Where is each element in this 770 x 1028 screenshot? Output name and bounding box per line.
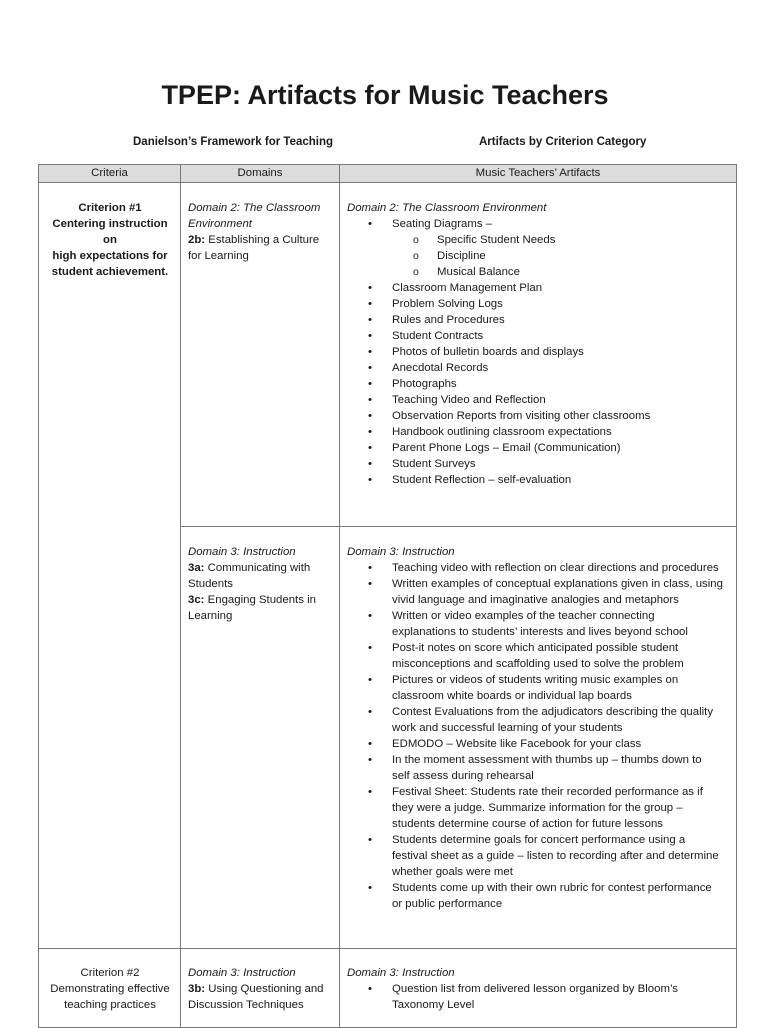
component-code: 3a: — [188, 562, 205, 574]
list-item — [347, 360, 732, 376]
artifact-line: students determine course of action for future lessons — [392, 818, 663, 830]
artifact-line: they were a judge. Summarize information for the group – — [392, 802, 683, 814]
list-item — [347, 784, 732, 832]
artifact-line: classroom white boards or individual lap boards — [392, 690, 632, 702]
criterion-line: Criterion #2 — [80, 967, 140, 979]
criterion-line: Criterion #1 — [78, 202, 142, 214]
artifact-line: • Student Contracts — [392, 330, 484, 342]
artifact-line: • Students determine goals for concert performance using a — [392, 834, 686, 846]
artifact-line: misconceptions and scaffolding used to solve the problem — [392, 658, 684, 670]
list-item — [347, 392, 732, 408]
artifact-line: • Students come up with their own rubric for contest performance — [392, 882, 712, 894]
list-item — [347, 424, 732, 440]
artifact-sublist — [392, 232, 732, 280]
list-item — [347, 376, 732, 392]
artifact-domain-title: Domain 3: Instruction — [347, 546, 455, 558]
artifacts-subheading: Artifacts by Criterion Category — [479, 136, 647, 148]
artifact-line: or public performance — [392, 898, 503, 910]
artifact-line: • Teaching Video and Reflection — [392, 394, 546, 406]
framework-subheading: Danielson’s Framework for Teaching — [133, 136, 334, 148]
document-title: TPEP: Artifacts for Music Teachers — [161, 80, 609, 110]
domain-cell — [181, 949, 340, 1028]
artifact-line: • Contest Evaluations from the adjudicators describing the quality — [392, 706, 714, 718]
artifact-line: • Photos of bulletin boards and displays — [392, 346, 584, 358]
criterion-line: Demonstrating effective — [50, 983, 170, 995]
list-item — [347, 832, 732, 880]
sub-list-item: o Musical Balance — [392, 264, 732, 280]
component-text: Communicating with — [207, 562, 311, 574]
artifact-line: • Student Reflection – self-evaluation — [392, 474, 572, 486]
artifact-line: whether goals were met — [392, 866, 513, 878]
artifact-line: • Parent Phone Logs – Email (Communication) — [392, 442, 621, 454]
artifact-line: Taxonomy Level — [392, 999, 475, 1011]
artifact-list — [347, 560, 732, 912]
domain-component-line — [188, 232, 334, 248]
artifact-line: • EDMODO – Website like Facebook for your class — [392, 738, 642, 750]
list-item — [347, 736, 732, 752]
list-item — [347, 280, 732, 296]
artifact-line: • Classroom Management Plan — [392, 282, 543, 294]
component-code: 3c: — [188, 594, 205, 606]
artifact-line: festival sheet as a guide – listen to recording after and determine — [392, 850, 719, 862]
artifact-line: • Problem Solving Logs — [392, 298, 503, 310]
component-text: Discussion Techniques — [188, 999, 304, 1011]
artifact-list — [347, 216, 732, 488]
list-item — [347, 704, 732, 736]
list-item — [347, 296, 732, 312]
artifacts-table — [38, 164, 737, 1028]
list-item — [347, 880, 732, 912]
criterion-cell — [39, 183, 181, 949]
domain-title-line: Domain 2: The Classroom — [188, 202, 321, 214]
component-code: 2b: — [188, 234, 206, 246]
component-code: 3b: — [188, 983, 206, 995]
component-text: Learning — [188, 610, 233, 622]
artifact-line: • Question list from delivered lesson organized by Bloom’s — [392, 983, 678, 995]
domain-cell — [181, 527, 340, 949]
list-item — [347, 344, 732, 360]
artifact-line: • Observation Reports from visiting other classrooms — [392, 410, 651, 422]
artifact-line: • In the moment assessment with thumbs up – thumbs down to — [392, 754, 702, 766]
artifact-line: • Teaching video with reflection on clear directions and procedures — [392, 562, 719, 574]
sub-list-item: o Specific Student Needs — [392, 232, 732, 248]
artifact-line: • Written or video examples of the teacher connecting — [392, 610, 655, 622]
domain-component-line — [188, 576, 334, 592]
component-text: Engaging Students in — [207, 594, 316, 606]
artifact-line: • Handbook outlining classroom expectations — [392, 426, 612, 438]
criterion-cell — [39, 949, 181, 1028]
domain-component-line — [188, 997, 334, 1013]
domain-component-line — [188, 592, 334, 608]
list-item — [347, 472, 732, 488]
artifact-line: • Seating Diagrams – — [392, 218, 493, 230]
artifact-line: • Post-it notes on score which anticipated possible student — [392, 642, 679, 654]
artifact-line: • Photographs — [392, 378, 457, 390]
component-text: Using Questioning and — [208, 983, 324, 995]
list-item — [347, 640, 732, 672]
list-item — [347, 312, 732, 328]
domain-component-line — [188, 608, 334, 624]
domain-component-line — [188, 981, 334, 997]
domain-title-line: Domain 3: Instruction — [188, 546, 296, 558]
list-item — [347, 328, 732, 344]
domain-cell — [181, 183, 340, 527]
criterion-line: teaching practices — [64, 999, 156, 1011]
artifact-line: • Anecdotal Records — [392, 362, 489, 374]
list-item — [347, 608, 732, 640]
artifact-domain-title: Domain 2: The Classroom Environment — [347, 202, 547, 214]
artifact-line: self assess during rehearsal — [392, 770, 534, 782]
list-item — [347, 440, 732, 456]
component-text: for Learning — [188, 250, 249, 262]
artifact-cell — [340, 183, 737, 527]
column-header-criteria: Criteria — [39, 165, 181, 183]
artifact-line: work and successful learning of your students — [392, 722, 623, 734]
list-item — [347, 672, 732, 704]
column-header-artifacts: Music Teachers’ Artifacts — [340, 165, 737, 183]
table-row — [39, 949, 737, 1028]
list-item — [347, 456, 732, 472]
artifact-line: • Festival Sheet: Students rate their recorded performance as if — [392, 786, 703, 798]
list-item — [347, 576, 732, 608]
domain-component-line — [188, 248, 334, 264]
artifact-cell — [340, 949, 737, 1028]
criterion-line: high expectations for — [52, 250, 168, 262]
artifact-line: vivid language and imaginative analogies and metaphors — [392, 594, 679, 606]
artifact-line: • Student Surveys — [392, 458, 476, 470]
table-header-row — [39, 165, 737, 183]
domain-title-line: Environment — [188, 218, 252, 230]
artifact-list — [347, 981, 732, 1013]
artifact-line: • Written examples of conceptual explanations given in class, using — [392, 578, 723, 590]
criterion-line: student achievement. — [51, 266, 169, 278]
component-text: Students — [188, 578, 233, 590]
artifact-line: • Pictures or videos of students writing music examples on — [392, 674, 679, 686]
list-item — [347, 216, 732, 280]
table-row — [39, 183, 737, 527]
artifact-line: explanations to students’ interests and lives beyond school — [392, 626, 688, 638]
sub-list-item: o Discipline — [392, 248, 732, 264]
list-item — [347, 981, 732, 1013]
domain-component-line — [188, 560, 334, 576]
list-item — [347, 408, 732, 424]
domain-title-line: Domain 3: Instruction — [188, 967, 296, 979]
list-item — [347, 752, 732, 784]
artifact-line: • Rules and Procedures — [392, 314, 505, 326]
component-text: Establishing a Culture — [208, 234, 320, 246]
column-header-domains: Domains — [181, 165, 340, 183]
artifact-domain-title: Domain 3: Instruction — [347, 967, 455, 979]
criterion-line: Centering instruction on — [52, 218, 168, 246]
list-item — [347, 560, 732, 576]
artifact-cell — [340, 527, 737, 949]
